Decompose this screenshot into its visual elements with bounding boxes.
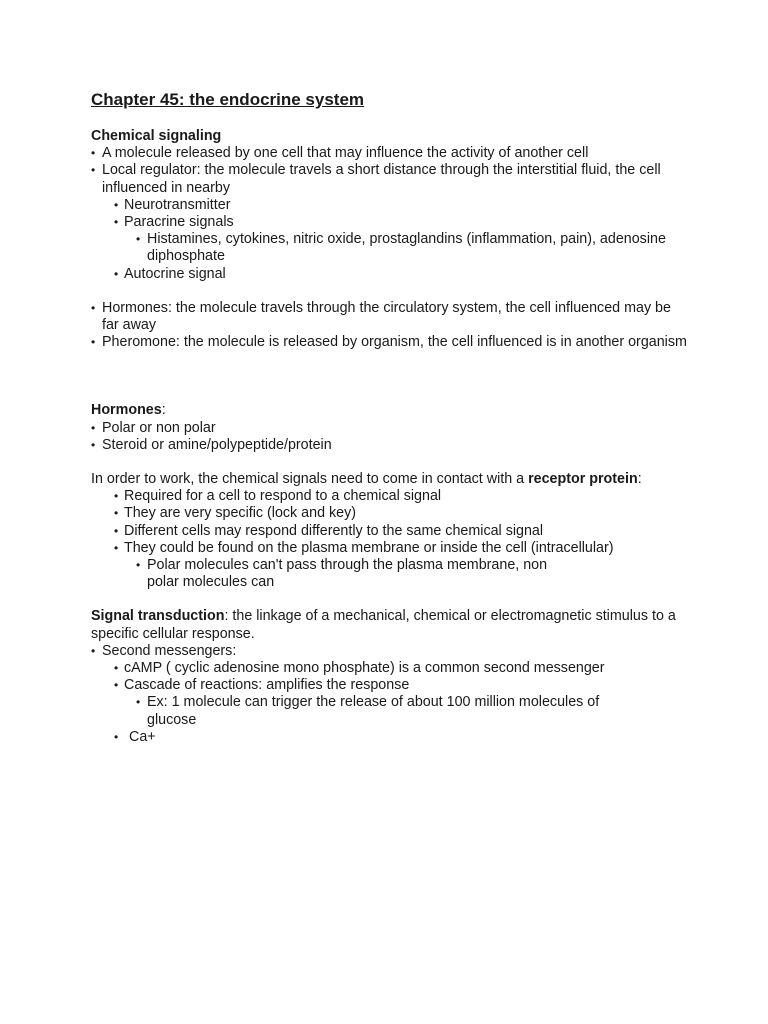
bullet-icon: • — [136, 232, 141, 247]
bullet-icon: • — [91, 163, 96, 178]
bullet-icon: • — [114, 523, 119, 538]
section-heading-hormones: Hormones: — [91, 402, 166, 419]
list-item: • Hormones: the molecule travels through the circulatory system, the cell influenced may be far away — [91, 299, 671, 334]
list-item: • Paracrine signals — [114, 214, 234, 231]
page-title: Chapter 45: the endocrine system — [91, 90, 365, 109]
bullet-icon: • — [91, 643, 96, 658]
bullet-icon: • — [91, 437, 96, 452]
section-heading-chemical-signaling: Chemical signaling — [91, 128, 222, 144]
list-item: • Pheromone: the molecule is released by organism, the cell influenced is in another organism — [91, 334, 687, 351]
paragraph-signal-transduction: Signal transduction: the linkage of a mechanical, chemical or electromagnetic stimulus to a specific cellular response. — [91, 608, 676, 642]
bullet-icon: • — [91, 420, 96, 435]
bullet-icon: • — [114, 489, 119, 504]
list-item: • Polar molecules can't pass through the plasma membrane, non polar molecules can — [136, 557, 548, 591]
list-item: • Ca+ — [114, 728, 156, 745]
list-item: • Steroid or amine/polypeptide/protein — [91, 436, 332, 453]
bullet-icon: • — [114, 266, 119, 281]
bullet-icon: • — [114, 215, 119, 230]
bullet-icon: • — [114, 197, 119, 212]
list-item: • Second messengers: — [91, 642, 237, 659]
bullet-icon: • — [114, 506, 119, 521]
list-item: • Polar or non polar — [91, 419, 216, 436]
document-content — [91, 90, 691, 746]
bullet-icon: • — [91, 300, 96, 315]
bullet-icon: • — [136, 695, 141, 710]
bullet-icon: • — [114, 540, 119, 555]
list-item: • Histamines, cytokines, nitric oxide, prostaglandins (inflammation, pain), adenosine diphosphate — [136, 231, 666, 265]
list-item: • Different cells may respond differently to the same chemical signal — [114, 522, 544, 539]
list-item: • Autocrine signal — [114, 265, 226, 282]
list-item: • They are very specific (lock and key) — [114, 505, 357, 522]
list-item: • A molecule released by one cell that may influence the activity of another cell — [91, 145, 589, 162]
list-item: • Local regulator: the molecule travels a short distance through the interstitial fluid, the cell influenced in nearby — [91, 162, 661, 196]
list-item: • Required for a cell to respond to a chemical signal — [114, 488, 442, 505]
bullet-icon: • — [91, 146, 96, 161]
list-item: • They could be found on the plasma membrane or inside the cell (intracellular) — [114, 539, 614, 556]
bullet-icon: • — [136, 558, 141, 573]
bullet-icon: • — [114, 661, 119, 676]
bullet-icon: • — [114, 729, 119, 744]
bullet-icon: • — [91, 335, 96, 350]
bullet-icon: • — [114, 678, 119, 693]
list-item: • cAMP ( cyclic adenosine mono phosphate) is a common second messenger — [114, 660, 605, 677]
list-item: • Neurotransmitter — [114, 196, 231, 213]
list-item: • Ex: 1 molecule can trigger the release of about 100 million molecules of glucose — [136, 694, 600, 728]
paragraph-receptor-protein: In order to work, the chemical signals need to come in contact with a receptor protein: — [91, 471, 642, 488]
list-item: • Cascade of reactions: amplifies the response — [114, 677, 410, 694]
